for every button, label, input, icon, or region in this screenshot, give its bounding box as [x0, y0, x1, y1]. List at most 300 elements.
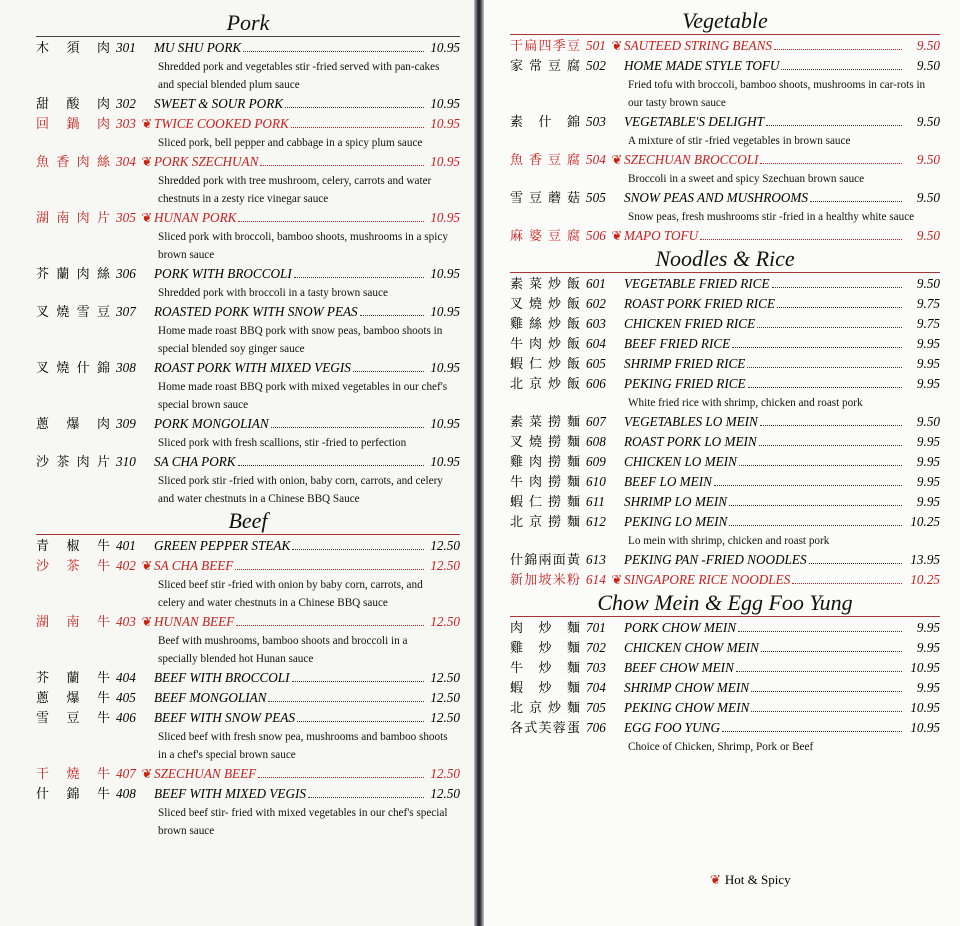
item-price: 10.95: [430, 154, 460, 169]
chinese-name: 家 常 豆 腐: [510, 59, 580, 74]
item-price: 9.50: [916, 38, 940, 53]
menu-item: [510, 472, 940, 492]
item-price: 13.95: [910, 552, 940, 567]
leader-dots: [757, 327, 902, 328]
item-name: SA CHA PORK: [154, 454, 236, 469]
item-name: BEEF WITH BROCCOLI: [154, 670, 290, 685]
item-name: BEEF FRIED RICE: [624, 336, 731, 351]
item-price: 9.50: [916, 276, 940, 291]
leader-dots: [238, 465, 424, 466]
item-price: 9.50: [916, 190, 940, 205]
item-number: 301: [116, 40, 136, 55]
item-name: HUNAN BEEF: [154, 614, 235, 629]
chinese-name: 雪 豆 牛: [36, 711, 110, 726]
item-number: 502: [586, 58, 606, 73]
menu-item: [510, 294, 940, 314]
item-price: 10.25: [910, 514, 940, 529]
item-name: SINGAPORE RICE NOODLES: [624, 572, 791, 587]
item-price: 12.50: [430, 670, 460, 685]
menu-item: [510, 432, 940, 452]
item-price: 9.95: [916, 680, 940, 695]
leader-dots: [738, 631, 902, 632]
leader-dots: [792, 583, 902, 584]
item-price: 9.95: [916, 376, 940, 391]
chinese-name: 北 京 撈 麵: [510, 515, 580, 530]
section-rule: [36, 36, 460, 37]
item-price: 10.95: [430, 416, 460, 431]
section-title-text: Pork: [226, 10, 270, 35]
item-number: 302: [116, 96, 136, 111]
item-number: 408: [116, 786, 136, 801]
leader-dots: [235, 569, 424, 570]
section-title-vegetable: [510, 8, 940, 36]
item-name: VEGETABLE'S DELIGHT: [624, 114, 764, 129]
item-name: SHRIMP FRIED RICE: [624, 356, 746, 371]
item-name: PEKING PAN -FRIED NOODLES: [624, 552, 807, 567]
item-price: 9.95: [916, 474, 940, 489]
menu-item: [510, 354, 940, 374]
item-number: 607: [586, 414, 606, 429]
chinese-name: 素 什 錦: [510, 115, 580, 130]
item-number: 610: [586, 474, 606, 489]
leader-dots: [760, 425, 902, 426]
item-description: Sliced pork with broccoli, bamboo shoots, mushrooms in a spicy brown sauce: [158, 231, 448, 261]
chili-pepper-icon: ❦: [141, 558, 153, 573]
chinese-name: 什 錦 牛: [36, 787, 110, 802]
menu-item: [510, 334, 940, 354]
menu-item: [510, 678, 940, 698]
chili-pepper-icon: ❦: [141, 766, 153, 781]
leader-dots: [292, 681, 424, 682]
menu-item: [36, 784, 460, 804]
section-title-chow-mein-egg-foo-yung: [510, 590, 940, 618]
item-number: 702: [586, 640, 606, 655]
item-number: 401: [116, 538, 136, 553]
item-name: EGG FOO YUNG: [624, 720, 720, 735]
item-price: 12.50: [430, 558, 460, 573]
chinese-name: 蔥 爆 牛: [36, 691, 110, 706]
item-price: 10.95: [430, 360, 460, 375]
leader-dots: [292, 549, 424, 550]
chili-pepper-icon: ❦: [141, 154, 153, 169]
leader-dots: [751, 711, 902, 712]
menu-item: [510, 188, 940, 208]
menu-item: [510, 618, 940, 638]
menu-item: [510, 658, 940, 678]
item-price: 12.50: [430, 766, 460, 781]
menu-item: [36, 688, 460, 708]
item-price: 10.95: [430, 210, 460, 225]
item-number: 501: [586, 38, 606, 53]
chinese-name: 牛 肉 炒 飯: [510, 337, 580, 352]
item-description: Home made roast BBQ pork with snow peas, bamboo shoots in special blended soy ginger sauce: [158, 325, 443, 355]
chinese-name: 芥 蘭 牛: [36, 671, 110, 686]
menu-item: [510, 36, 940, 56]
item-description: Home made roast BBQ pork with mixed vegetables in our chef's special brown sauce: [158, 381, 448, 411]
leader-dots: [285, 107, 424, 108]
item-number: 305: [116, 210, 136, 225]
leader-dots: [772, 287, 902, 288]
page-gutter: [474, 0, 484, 926]
section-title-noodles-rice: [510, 246, 940, 274]
menu-item: [36, 208, 460, 228]
item-price: 10.95: [430, 454, 460, 469]
chili-pepper-icon: ❦: [611, 152, 623, 167]
section-title-beef: [36, 508, 460, 536]
item-name: CHICKEN LO MEIN: [624, 454, 737, 469]
leader-dots: [260, 165, 424, 166]
menu-item: [36, 536, 460, 556]
leader-dots: [297, 721, 424, 722]
menu-item: [36, 708, 460, 728]
leader-dots: [732, 347, 902, 348]
item-description: Sliced beef with fresh snow pea, mushrooms and bamboo shoots in a chef's special brown sauce: [158, 731, 448, 761]
menu-item: [510, 412, 940, 432]
item-name: PEKING CHOW MEIN: [624, 700, 750, 715]
leader-dots: [271, 427, 424, 428]
menu-item: [510, 374, 940, 394]
leader-dots: [748, 387, 902, 388]
item-name: PORK SZECHUAN: [154, 154, 259, 169]
item-number: 405: [116, 690, 136, 705]
chinese-name: 素 菜 撈 麵: [510, 415, 580, 430]
item-price: 9.95: [916, 454, 940, 469]
item-number: 604: [586, 336, 606, 351]
chinese-name: 干 扁 四 季 豆: [510, 39, 580, 54]
item-number: 505: [586, 190, 606, 205]
item-name: VEGETABLES LO MEIN: [624, 414, 758, 429]
item-price: 9.50: [916, 228, 940, 243]
chinese-name: 回 鍋 肉: [36, 117, 110, 132]
item-name: TWICE COOKED PORK: [154, 116, 289, 131]
item-number: 603: [586, 316, 606, 331]
section-title-text: Vegetable: [682, 8, 768, 33]
chinese-name: 麻 婆 豆 腐: [510, 229, 580, 244]
item-number: 303: [116, 116, 136, 131]
chinese-name: 北 京 炒 飯: [510, 377, 580, 392]
item-price: 10.95: [430, 304, 460, 319]
chinese-name: 雞 炒 麵: [510, 641, 580, 656]
leader-dots: [238, 221, 424, 222]
item-number: 602: [586, 296, 606, 311]
menu-item: [510, 226, 940, 246]
item-description: Sliced beef stir- fried with mixed vegetables in our chef's special brown sauce: [158, 807, 448, 837]
chinese-name: 肉 炒 麵: [510, 621, 580, 636]
item-name: VEGETABLE FRIED RICE: [624, 276, 770, 291]
item-number: 504: [586, 152, 606, 167]
leader-dots: [809, 563, 902, 564]
item-price: 9.95: [916, 434, 940, 449]
chinese-name: 沙 茶 牛: [36, 559, 110, 574]
item-description: Sliced pork stir -fried with onion, baby corn, carrots, and celery and water chestnuts in a Chinese BBQ Sauce: [158, 475, 443, 505]
item-price: 10.95: [430, 116, 460, 131]
item-price: 9.50: [916, 114, 940, 129]
menu-item: [510, 56, 940, 76]
chinese-name: 新 加 坡 米 粉: [510, 573, 580, 588]
item-price: 12.50: [430, 690, 460, 705]
item-description: Fried tofu with broccoli, bamboo shoots, mushrooms in car-rots in our tasty brown sauce: [628, 79, 926, 109]
leader-dots: [291, 127, 424, 128]
chinese-name: 湖 南 肉 片: [36, 211, 110, 226]
item-number: 310: [116, 454, 136, 469]
item-name: PORK MONGOLIAN: [154, 416, 269, 431]
menu-item: [36, 152, 460, 172]
item-description: Shredded pork and vegetables stir -fried served with pan-cakes and special blended plum sauce: [158, 61, 440, 91]
item-description: Choice of Chicken, Shrimp, Pork or Beef: [628, 741, 814, 753]
item-name: HUNAN PORK: [154, 210, 237, 225]
chili-pepper-icon: ❦: [141, 614, 153, 629]
item-name: HOME MADE STYLE TOFU: [624, 58, 780, 73]
leader-dots: [236, 625, 424, 626]
item-description: Sliced beef stir -fried with onion by baby corn, carrots, and celery and water chestnuts in a Chinese BBQ sauce: [158, 579, 423, 609]
item-name: ROAST PORK FRIED RICE: [624, 296, 776, 311]
item-name: PORK CHOW MEIN: [624, 620, 737, 635]
leader-dots: [747, 367, 902, 368]
item-description: Broccoli in a sweet and spicy Szechuan brown sauce: [628, 173, 865, 185]
item-name: SA CHA BEEF: [154, 558, 234, 573]
item-number: 608: [586, 434, 606, 449]
leader-dots: [268, 701, 424, 702]
item-name: BEEF WITH SNOW PEAS: [154, 710, 296, 725]
item-price: 9.95: [916, 356, 940, 371]
menu-item: [510, 452, 940, 472]
section-title-text: Noodles & Rice: [655, 246, 795, 271]
item-price: 9.95: [916, 640, 940, 655]
menu-item: [36, 358, 460, 378]
item-price: 9.75: [916, 296, 940, 311]
item-price: 9.95: [916, 494, 940, 509]
item-name: SAUTEED STRING BEANS: [624, 38, 772, 53]
leader-dots: [781, 69, 902, 70]
item-name: BEEF CHOW MEIN: [624, 660, 734, 675]
chili-pepper-icon: ❦: [710, 872, 721, 887]
item-price: 9.95: [916, 620, 940, 635]
chinese-name: 木 須 肉: [36, 41, 110, 56]
item-price: 10.95: [430, 96, 460, 111]
item-number: 701: [586, 620, 606, 635]
chinese-name: 蝦 仁 撈 麵: [510, 495, 580, 510]
menu-item: [36, 302, 460, 322]
section-title-text: Beef: [228, 508, 268, 533]
item-number: 605: [586, 356, 606, 371]
item-number: 614: [586, 572, 606, 587]
chinese-name: 素 菜 炒 飯: [510, 277, 580, 292]
item-name: SHRIMP CHOW MEIN: [624, 680, 750, 695]
menu-item: [36, 556, 460, 576]
menu-item: [510, 550, 940, 570]
leader-dots: [760, 163, 902, 164]
chinese-name: 各 式 芙 蓉 蛋: [510, 721, 580, 736]
item-price: 9.75: [916, 316, 940, 331]
section-rule: [510, 34, 940, 35]
item-number: 606: [586, 376, 606, 391]
menu-item: [36, 452, 460, 472]
chinese-name: 魚 香 肉 絲: [36, 155, 110, 170]
item-number: 704: [586, 680, 606, 695]
item-name: ROASTED PORK WITH SNOW PEAS: [154, 304, 358, 319]
leader-dots: [810, 201, 902, 202]
item-price: 12.50: [430, 538, 460, 553]
chinese-name: 蝦 仁 炒 飯: [510, 357, 580, 372]
item-price: 10.95: [430, 40, 460, 55]
item-name: MAPO TOFU: [624, 228, 699, 243]
item-number: 407: [116, 766, 136, 781]
chinese-name: 雞 絲 炒 飯: [510, 317, 580, 332]
chinese-name: 甜 酸 肉: [36, 97, 110, 112]
menu-item: [36, 414, 460, 434]
item-number: 308: [116, 360, 136, 375]
item-name: BEEF MONGOLIAN: [154, 690, 267, 705]
chinese-name: 雞 肉 撈 麵: [510, 455, 580, 470]
item-name: PEKING LO MEIN: [624, 514, 728, 529]
chili-pepper-icon: ❦: [141, 210, 153, 225]
item-price: 9.50: [916, 152, 940, 167]
leader-dots: [729, 505, 902, 506]
menu-item: [36, 264, 460, 284]
item-price: 9.50: [916, 414, 940, 429]
item-number: 705: [586, 700, 606, 715]
leader-dots: [714, 485, 902, 486]
menu-item: [36, 668, 460, 688]
item-name: MU SHU PORK: [154, 40, 242, 55]
item-price: 10.95: [910, 720, 940, 735]
chinese-name: 干 燒 牛: [36, 767, 110, 782]
item-description: Shredded pork with tree mushroom, celery, carrots and water chestnuts in a zesty rice vinegar sauce: [158, 175, 432, 205]
menu-item: [510, 570, 940, 590]
chinese-name: 叉 燒 雪 豆: [36, 305, 110, 320]
item-description: A mixture of stir -fried vegetables in brown sauce: [628, 135, 851, 147]
item-number: 406: [116, 710, 136, 725]
menu-item: [36, 38, 460, 58]
menu-item: [510, 718, 940, 738]
item-price: 12.50: [430, 710, 460, 725]
item-description: White fried rice with shrimp, chicken and roast pork: [628, 397, 863, 409]
chinese-name: 北 京 炒 麵: [510, 701, 580, 716]
item-number: 403: [116, 614, 136, 629]
item-number: 609: [586, 454, 606, 469]
chinese-name: 什 錦 兩 面 黃: [510, 553, 580, 568]
chinese-name: 牛 炒 麵: [510, 661, 580, 676]
chinese-name: 叉 燒 什 錦: [36, 361, 110, 376]
item-price: 9.95: [916, 336, 940, 351]
leader-dots: [729, 525, 902, 526]
chili-pepper-icon: ❦: [611, 572, 623, 587]
item-number: 612: [586, 514, 606, 529]
chinese-name: 叉 燒 炒 飯: [510, 297, 580, 312]
item-number: 611: [586, 494, 605, 509]
item-description: Sliced pork, bell pepper and cabbage in a spicy plum sauce: [158, 137, 423, 149]
leader-dots: [774, 49, 902, 50]
menu-page-left: [0, 0, 474, 926]
section-title-text: Chow Mein & Egg Foo Yung: [597, 590, 853, 615]
chinese-name: 牛 肉 撈 麵: [510, 475, 580, 490]
item-price: 10.95: [910, 660, 940, 675]
chinese-name: 湖 南 牛: [36, 615, 110, 630]
leader-dots: [751, 691, 902, 692]
item-name: SZECHUAN BROCCOLI: [624, 152, 759, 167]
menu-item: [510, 274, 940, 294]
leader-dots: [360, 315, 424, 316]
chinese-name: 蔥 爆 肉: [36, 417, 110, 432]
section-rule: [510, 616, 940, 617]
item-number: 503: [586, 114, 606, 129]
item-number: 309: [116, 416, 136, 431]
item-price: 12.50: [430, 786, 460, 801]
leader-dots: [722, 731, 902, 732]
leader-dots: [243, 51, 424, 52]
item-description: Beef with mushrooms, bamboo shoots and broccoli in a specially blended hot Hunan sauce: [158, 635, 408, 665]
chinese-name: 沙 茶 肉 片: [36, 455, 110, 470]
menu-item: [510, 492, 940, 512]
menu-item: [510, 150, 940, 170]
item-name: BEEF WITH MIXED VEGIS: [154, 786, 306, 801]
chinese-name: 青 椒 牛: [36, 539, 110, 554]
item-number: 306: [116, 266, 136, 281]
item-number: 404: [116, 670, 136, 685]
item-description: Shredded pork with broccoli in a tasty brown sauce: [158, 287, 388, 299]
leader-dots: [766, 125, 902, 126]
item-number: 307: [116, 304, 136, 319]
item-name: SNOW PEAS AND MUSHROOMS: [624, 190, 808, 205]
chili-pepper-icon: ❦: [611, 38, 623, 53]
chili-pepper-icon: ❦: [611, 228, 623, 243]
item-name: PEKING FRIED RICE: [624, 376, 746, 391]
chinese-name: 魚 香 豆 腐: [510, 153, 580, 168]
item-description: Snow peas, fresh mushrooms stir -fried in a healthy white sauce: [628, 211, 915, 223]
hot-spicy-legend: [710, 872, 791, 888]
leader-dots: [739, 465, 902, 466]
item-number: 706: [586, 720, 606, 735]
chili-pepper-icon: ❦: [141, 116, 153, 131]
item-description: Lo mein with shrimp, chicken and roast pork: [628, 535, 830, 547]
item-name: ROAST PORK LO MEIN: [624, 434, 757, 449]
menu-item: [510, 112, 940, 132]
item-price: 10.95: [910, 700, 940, 715]
item-name: SZECHUAN BEEF: [154, 766, 257, 781]
item-number: 613: [586, 552, 606, 567]
chinese-name: 蝦 炒 麵: [510, 681, 580, 696]
chinese-name: 雪 豆 蘑 菇: [510, 191, 580, 206]
item-number: 703: [586, 660, 606, 675]
menu-item: [36, 114, 460, 134]
menu-item: [36, 94, 460, 114]
leader-dots: [308, 797, 424, 798]
item-name: SWEET & SOUR PORK: [154, 96, 284, 111]
item-name: CHICKEN CHOW MEIN: [624, 640, 759, 655]
leader-dots: [736, 671, 902, 672]
leader-dots: [700, 239, 902, 240]
menu-item: [510, 512, 940, 532]
item-name: PORK WITH BROCCOLI: [154, 266, 292, 281]
leader-dots: [777, 307, 902, 308]
chinese-name: 叉 燒 撈 麵: [510, 435, 580, 450]
item-name: GREEN PEPPER STEAK: [154, 538, 291, 553]
item-name: BEEF LO MEIN: [624, 474, 712, 489]
leader-dots: [353, 371, 424, 372]
item-price: 12.50: [430, 614, 460, 629]
leader-dots: [761, 651, 902, 652]
item-price: 9.50: [916, 58, 940, 73]
item-number: 601: [586, 276, 606, 291]
item-price: 10.95: [430, 266, 460, 281]
menu-item: [510, 314, 940, 334]
section-rule: [36, 534, 460, 535]
item-number: 402: [116, 558, 136, 573]
item-name: ROAST PORK WITH MIXED VEGIS: [154, 360, 351, 375]
item-name: SHRIMP LO MEIN: [624, 494, 728, 509]
leader-dots: [294, 277, 424, 278]
item-number: 506: [586, 228, 606, 243]
